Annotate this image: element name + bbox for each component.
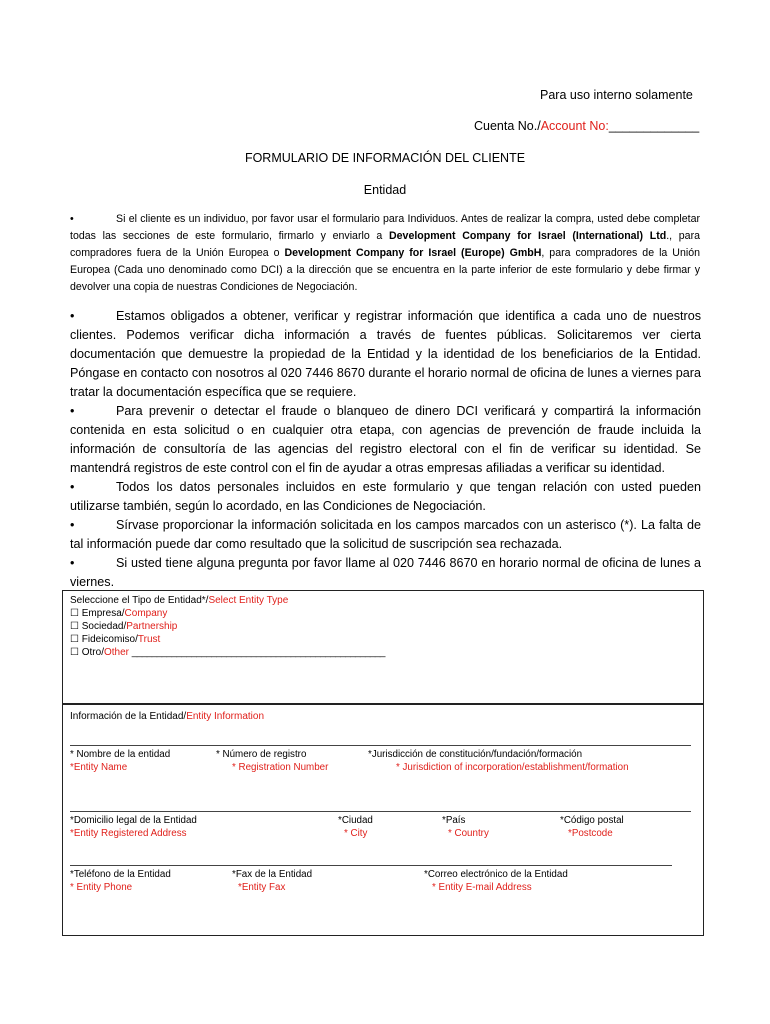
form-subtitle: Entidad xyxy=(363,183,407,197)
bullet-item xyxy=(70,478,701,516)
other-entity-field[interactable]: ___________________________________________________ xyxy=(131,647,385,658)
bullet-list xyxy=(70,307,701,592)
option-label-es: Empresa/ xyxy=(81,608,125,619)
bullet-item xyxy=(70,402,701,478)
option-label-en: Company xyxy=(124,608,168,619)
entity-type-label-en: Select Entity Type xyxy=(208,595,289,606)
entity-fax-label: *Fax de la Entidad *Entity Fax xyxy=(232,869,313,893)
entity-email-label: *Correo electrónico de la Entidad * Entity E-mail Address xyxy=(424,869,568,893)
bullet-item xyxy=(70,516,701,554)
checkbox-icon[interactable]: ☐ xyxy=(70,608,79,619)
form-title: FORMULARIO DE INFORMACIÓN DEL CLIENTE xyxy=(244,151,526,165)
bullet-item xyxy=(70,307,701,402)
bullet-icon: • xyxy=(70,556,75,570)
option-trust[interactable] xyxy=(70,633,160,646)
bullet-text: Todos los datos personales incluidos en este formulario y que tengan relación con usted pueden utilizarse también, según lo acordado, en las Condiciones de Negociación. xyxy=(70,480,701,513)
intro-company-europe: Development Company for Israel (Europe) GmbH xyxy=(284,247,542,259)
account-label-en: Account No: xyxy=(540,119,609,133)
entity-info-box xyxy=(62,704,704,936)
account-label-es: Cuenta No./ xyxy=(474,119,541,133)
entity-phone-label: *Teléfono de la Entidad * Entity Phone xyxy=(70,869,171,893)
account-number-field[interactable]: _____________ xyxy=(608,119,700,133)
entity-type-box xyxy=(62,590,704,704)
jurisdiction-label: *Jurisdicción de constitución/fundación/formación * Jurisdiction of incorporation/establishment/formation xyxy=(368,749,629,773)
intro-text-3: , para compradores de la Unión Europea (Cada uno denominado como DCI) a la dirección que se encuentra en la parte inferior de este formulario y debe firmar y devolver una copia de nuestras Condiciones de Negociación. xyxy=(70,247,700,293)
option-label-en: Other xyxy=(103,647,129,658)
country-label: *País * Country xyxy=(442,815,489,839)
internal-use-label: Para uso interno solamente xyxy=(540,88,693,102)
checkbox-icon[interactable]: ☐ xyxy=(70,647,79,658)
entity-info-heading-es: Información de la Entidad/ xyxy=(70,711,187,722)
registration-number-label: * Número de registro * Registration Number xyxy=(216,749,329,773)
bullet-item xyxy=(70,554,701,592)
intro-text-2: ., para compradores fuera de la Unión Europea o xyxy=(70,230,700,259)
intro-paragraph xyxy=(70,211,700,296)
entity-info-heading-en: Entity Information xyxy=(186,711,264,722)
intro-company-intl: Development Company for Israel (International) Ltd xyxy=(389,230,667,242)
bullet-icon: • xyxy=(70,309,75,323)
address-line[interactable] xyxy=(70,811,691,812)
entity-type-heading xyxy=(70,594,288,607)
checkbox-icon[interactable]: ☐ xyxy=(70,621,79,632)
option-label-es: Otro/ xyxy=(81,647,104,658)
bullet-text: Para prevenir o detectar el fraude o blanqueo de dinero DCI verificará y compartirá la información contenida en esta solicitud o en cualquier otra etapa, con agencias de prevención de fraude incluida la información de consultoría de las agencias del registro electoral con el fin de verificar su identidad. Se mantendrá registros de este control con el fin de ayudar a otras empresas afiliadas a verificar su identidad. xyxy=(70,404,701,475)
option-label-en: Trust xyxy=(137,634,161,645)
bullet-icon: • xyxy=(70,518,75,532)
checkbox-icon[interactable]: ☐ xyxy=(70,634,79,645)
option-label-es: Fideicomiso/ xyxy=(81,634,138,645)
city-label: *Ciudad * City xyxy=(338,815,373,839)
contact-line[interactable] xyxy=(70,865,672,866)
account-number-line xyxy=(474,119,699,133)
entity-name-line[interactable] xyxy=(70,745,691,746)
bullet-icon: • xyxy=(70,480,75,494)
entity-info-heading xyxy=(70,710,264,723)
option-partnership[interactable] xyxy=(70,620,177,633)
postcode-label: *Código postal *Postcode xyxy=(560,815,624,839)
option-other[interactable] xyxy=(70,646,385,659)
intro-text-1: Si el cliente es un individuo, por favor usar el formulario para Individuos. Antes de realizar la compra, usted debe completar todas las secciones de este formulario, firmarlo y enviarlo a xyxy=(70,213,700,242)
option-label-en: Partnership xyxy=(126,621,178,632)
option-label-es: Sociedad/ xyxy=(81,621,127,632)
bullet-text: Estamos obligados a obtener, verificar y registrar información que identifica a cada uno de nuestros clientes. Podemos verificar dicha información a través de fuentes públicas. Solicitaremos ver cierta documentación que demuestre la propiedad de la Entidad y la identidad de los beneficiarios de la Entidad. Póngase en contacto con nosotros al 020 7446 8670 durante el horario normal de oficina de lunes a viernes para tratar la documentación específica que se requiere. xyxy=(70,309,701,399)
registered-address-label: *Domicilio legal de la Entidad *Entity Registered Address xyxy=(70,815,197,839)
bullet-text: Sírvase proporcionar la información solicitada en los campos marcados con un asterisco (*). La falta de tal información puede dar como resultado que la solicitud de suscripción sea rechazada. xyxy=(70,518,701,551)
entity-type-label-es: Seleccione el Tipo de Entidad*/ xyxy=(70,595,209,606)
entity-name-label: * Nombre de la entidad *Entity Name xyxy=(70,749,171,773)
option-company[interactable] xyxy=(70,607,167,620)
bullet-icon: • xyxy=(70,404,75,418)
bullet-icon: • xyxy=(70,213,74,225)
bullet-text: Si usted tiene alguna pregunta por favor llame al 020 7446 8670 en horario normal de oficina de lunes a viernes. xyxy=(70,556,701,589)
